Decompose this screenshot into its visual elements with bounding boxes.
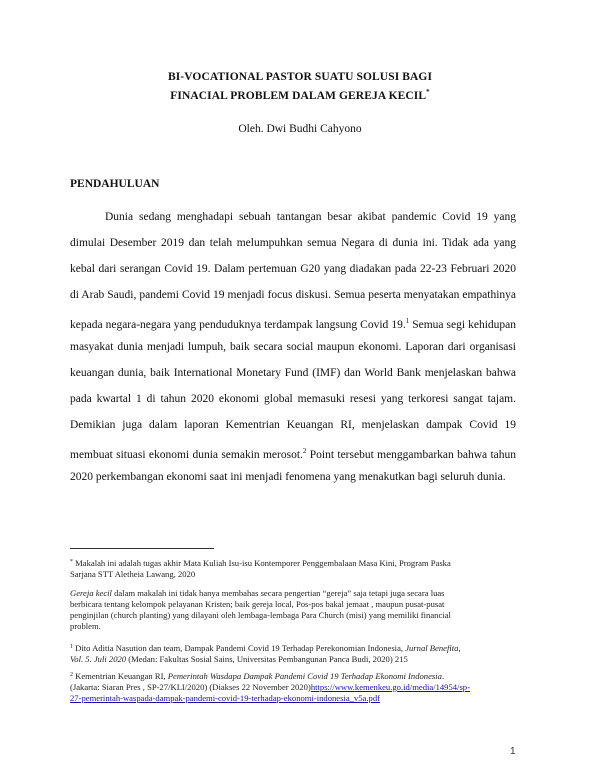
footnote-star (70, 557, 530, 580)
footnote-1-line-2 (70, 654, 530, 665)
title-line-2-text: FINACIAL PROBLEM DALAM GEREJA KECIL (170, 90, 427, 102)
footnote-2 (70, 670, 530, 704)
footnote-2-line-2 (70, 682, 530, 693)
body-line-2: dimulai Desember 2019 dan telah melumpuhkan semua Negara di dunia ini. Tidak ada yang (70, 237, 516, 249)
footnote-note-term: Gereja kecil (70, 588, 112, 598)
footnote-2-link-part-1[interactable]: https://www.kemenkeu.go.id/media/14954/sp- (310, 682, 470, 692)
footnote-2-source: (Jakarta: Siaran Pres , SP-27/KLI/2020) (Diakses 22 November 2020) (70, 682, 311, 692)
footnote-2-marker: 2 (70, 672, 73, 678)
body-line-5-text-b: Semua segi kehidupan (409, 319, 516, 331)
body-line-7: keuangan dunia, baik International Monetary Fund (IMF) dan World Bank menjelaskan bahwa (70, 367, 516, 379)
footnote-2-link-part-2[interactable]: 27-pemerintah-waspada-dampak-pandemi-covid-19-terhadap-ekonomi-indonesia_v5a.pdf (70, 693, 380, 703)
title-line-1: BI-VOCATIONAL PASTOR SUATU SOLUSI BAGI (167, 71, 433, 83)
footnote-note-line-3: penginjilan (church planting) yang dilayani oleh lembaga-lembaga Para Church (misi) yang memiliki financial (70, 610, 451, 620)
footnote-1-text: Dito Aditia Nasution dan team, Dampak Pandemi Covid 19 Terhadap Perekonomian Indonesia, (73, 643, 406, 653)
title-footnote-marker[interactable]: * (426, 88, 430, 96)
body-line-10-text-b: Point tersebut menggambarkan bahwa tahun (306, 449, 516, 461)
footnote-1-marker: 1 (70, 644, 73, 650)
footnote-2-title: Pemerintah Wasdapa Dampak Pandemi Covid 19 Terhadap Ekonomi Indonesia (167, 671, 442, 681)
footnote-star-line-2: Sarjana STT Aletheia Lawang, 2020 (70, 569, 196, 579)
author-line: Oleh. Dwi Budhi Cahyono (238, 123, 362, 135)
footnote-star-line-1 (70, 557, 530, 569)
body-line-5 (70, 314, 516, 332)
body-line-1: Dunia sedang menghadapi sebuah tantangan besar akibat pandemic Covid 19 yang (105, 211, 516, 223)
page-number: 1 (510, 746, 516, 757)
footnote-2-period: . (441, 671, 445, 681)
body-line-6: masyakat dunia menjadi lumpuh, baik secara social maupun ekonomi. Laporan dari organisasi (70, 341, 516, 353)
body-line-10 (70, 444, 516, 462)
footnote-2-text: Kementrian Keuangan RI, (73, 671, 168, 681)
body-line-4: di Arab Saudi, pandemi Covid 19 menjadi focus diskusi. Semua peserta menyatakan empathinya (70, 289, 516, 301)
footnote-note (70, 588, 530, 632)
title-line-2 (70, 85, 530, 104)
body-line-10-text-a: membuat situasi ekonomi dunia semakin merosot. (70, 449, 303, 461)
body-line-8: pada kwartal 1 di tahun 2020 ekonomi global memasuki resesi yang terkoresi sangat tajam. (70, 393, 516, 405)
footnote-note-line-1 (70, 588, 530, 599)
footnote-star-text: Makalah ini adalah tugas akhir Mata Kuliah Isu-isu Kontemporer Penggembalaan Masa Kini, Program Paska (73, 558, 451, 568)
footnote-ref-2[interactable]: 2 (302, 447, 307, 455)
body-line-9: Demikian juga dalam laporan Kementrian Keuangan RI, menjelaskan dampak Covid 19 (70, 419, 516, 431)
body-line-3: kebal dari serangan Covid 19. Dalam pertemuan G20 yang diadakan pada 22-23 Februari 2020 (70, 263, 516, 275)
footnote-ref-1[interactable]: 1 (405, 317, 410, 325)
footnote-note-line-2: berbicara tentang kelompok pelayanan Kristen; baik gereja local, Pos-pos bakal jemaat , maupun pusat-pusat (70, 599, 445, 609)
footnote-2-line-3 (70, 693, 530, 704)
footnote-1 (70, 642, 530, 665)
footnote-1-journal: Jurnal Benefita, (405, 643, 461, 653)
footnote-note-line-4: problem. (70, 621, 101, 631)
footnote-2-line-1 (70, 670, 530, 682)
footnote-divider (70, 548, 214, 549)
footnote-1-volume: Vol. 5. Juli 2020 (70, 654, 127, 664)
footnote-star-marker: * (70, 559, 73, 565)
footnote-1-line-1 (70, 642, 530, 654)
footnote-1-publisher: (Medan: Fakultas Sosial Sains, Universitas Pembangunan Panca Budi, 2020) 215 (126, 654, 408, 664)
body-line-11: 2020 perkembangan ekonomi saat ini menjadi fenomena yang menakutkan bagi seluruh dunia. (70, 471, 506, 483)
footnote-note-text: dalam makalah ini tidak hanya membahas secara pengertian “gereja” saja tetapi juga secara luas (111, 588, 445, 598)
section-heading: PENDAHULUAN (70, 178, 160, 190)
body-line-5-text-a: kepada negara-negara yang penduduknya terdampak langsung Covid 19. (70, 319, 406, 331)
